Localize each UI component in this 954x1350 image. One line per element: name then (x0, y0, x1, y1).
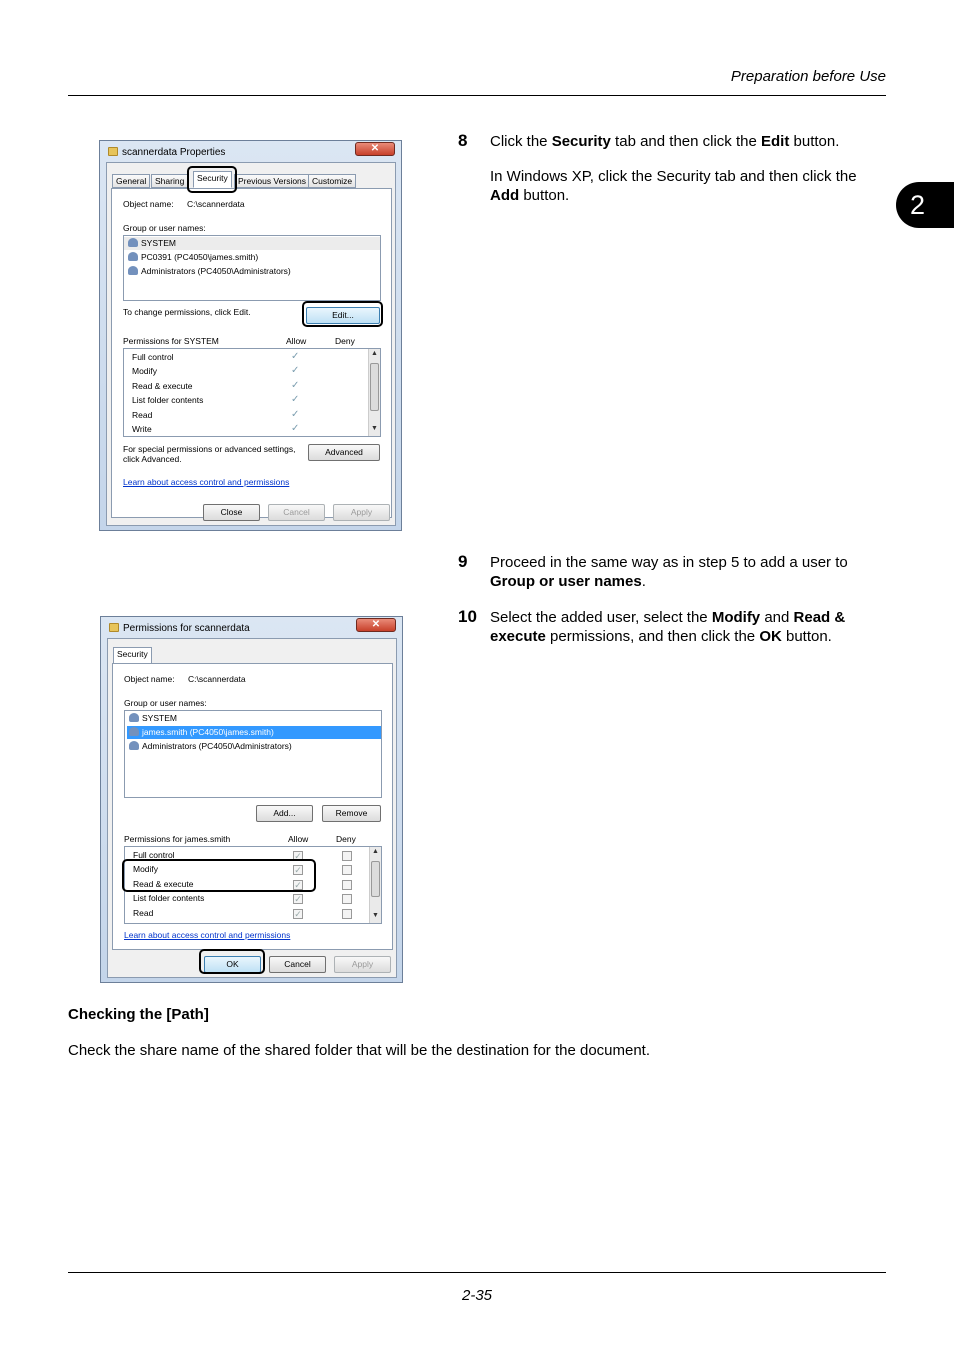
step-emphasis: Group or user names (490, 573, 642, 590)
security-panel (111, 188, 392, 518)
users-icon (128, 266, 138, 275)
scroll-thumb[interactable] (371, 861, 380, 897)
highlight-ok-button (199, 949, 265, 974)
object-name-label: Object name: (123, 199, 174, 209)
checkmark-icon: ✓ (291, 351, 300, 362)
scroll-up-icon[interactable]: ▲ (372, 848, 379, 855)
list-item[interactable] (129, 740, 292, 753)
permission-row: List folder contents (132, 395, 204, 405)
apply-button[interactable]: Apply (334, 956, 391, 973)
scroll-down-icon[interactable]: ▼ (371, 425, 378, 432)
step-emphasis: Modify (711, 609, 761, 626)
cancel-button[interactable]: Cancel (268, 504, 325, 521)
step-run: Select the added user, select the (490, 609, 712, 626)
tab-customize[interactable]: Customize (308, 174, 356, 188)
permission-row: Read & execute (132, 381, 193, 391)
step-8 (458, 132, 888, 205)
tab-security[interactable]: Security (113, 647, 152, 664)
permission-row: Modify (132, 366, 158, 376)
step-emphasis: Add (490, 187, 520, 204)
scrollbar[interactable] (369, 847, 381, 923)
step-run: button. (789, 133, 840, 150)
step-emphasis: OK (759, 628, 782, 645)
list-item[interactable] (129, 712, 177, 725)
permissions-dialog-screenshot (100, 616, 403, 983)
chapter-tab: 2 (896, 182, 954, 228)
step-9 (458, 553, 888, 591)
step-run: button. (781, 628, 832, 645)
permission-row: Read (132, 410, 153, 420)
permission-row: Modify (133, 864, 159, 874)
apply-button[interactable]: Apply (333, 504, 390, 521)
highlight-modify-read-execute (122, 859, 316, 892)
step-text (490, 132, 888, 205)
security-panel (112, 663, 393, 950)
step-text (490, 608, 888, 646)
permissions-list[interactable] (123, 348, 381, 437)
checkmark-icon: ✓ (291, 423, 300, 434)
step-emphasis: Security (551, 133, 611, 150)
edit-button[interactable]: Edit... (306, 307, 380, 324)
permissions-label: Permissions for james.smith (124, 834, 231, 844)
deny-header: Deny (336, 834, 356, 844)
add-button[interactable]: Add... (256, 805, 313, 822)
allow-header: Allow (286, 336, 307, 346)
user-name: PC0391 (PC4050\james.smith) (141, 252, 259, 262)
special-permissions-text: For special permissions or advanced settings, (123, 444, 296, 454)
permission-row: Read (133, 908, 154, 918)
dialog-body (107, 638, 397, 978)
close-icon[interactable]: ✕ (355, 142, 395, 156)
user-name: SYSTEM (142, 713, 177, 723)
ok-button[interactable]: OK (204, 956, 261, 973)
object-name-label: Object name: (124, 674, 175, 684)
user-icon (128, 252, 138, 261)
step-text (490, 553, 888, 591)
users-icon (129, 741, 139, 750)
dialog-body (106, 162, 396, 526)
step-run: Click the (490, 133, 552, 150)
step-number: 9 (458, 552, 468, 571)
dialog-title: Permissions for scannerdata (123, 623, 250, 634)
step-run: and (760, 609, 794, 626)
deny-checkbox[interactable] (342, 894, 352, 904)
step-paragraph (490, 132, 888, 151)
folder-icon (108, 147, 118, 156)
step-run: In Windows XP, click the Security tab and then click the (490, 168, 857, 185)
user-icon (129, 727, 139, 736)
user-name: Administrators (PC4050\Administrators) (141, 266, 291, 276)
footer-rule (68, 1272, 886, 1273)
change-hint: To change permissions, click Edit. (123, 307, 251, 317)
highlight-security-tab (187, 166, 237, 193)
tab-sharing[interactable]: Sharing (151, 174, 188, 188)
user-name: Administrators (PC4050\Administrators) (142, 741, 292, 751)
remove-button[interactable]: Remove (322, 805, 381, 822)
deny-header: Deny (335, 336, 355, 346)
highlight-edit-button (302, 301, 383, 327)
users-icon (129, 713, 139, 722)
learn-access-control-link[interactable]: Learn about access control and permissions (123, 477, 290, 487)
checkmark-icon: ✓ (291, 365, 300, 376)
list-item[interactable] (124, 237, 380, 250)
special-permissions-text-2: click Advanced. (123, 454, 182, 464)
permission-row: List folder contents (133, 893, 205, 903)
list-item[interactable] (128, 265, 291, 278)
step-paragraph (490, 553, 888, 591)
properties-dialog-screenshot (99, 140, 402, 531)
checkmark-icon: ✓ (291, 409, 300, 420)
user-list[interactable] (123, 235, 381, 301)
step-run: tab and then click the (610, 133, 761, 150)
group-label: Group or user names: (123, 223, 206, 233)
user-name: james.smith (PC4050\james.smith) (142, 727, 274, 737)
permission-row: Full control (132, 352, 174, 362)
checkmark-icon: ✓ (291, 380, 300, 391)
user-list[interactable] (124, 710, 382, 798)
advanced-button[interactable]: Advanced (308, 444, 380, 461)
list-item-selected[interactable] (127, 726, 381, 739)
scrollbar[interactable] (368, 349, 380, 436)
close-button[interactable]: Close (203, 504, 260, 521)
checkmark-icon: ✓ (291, 394, 300, 405)
users-icon (128, 238, 138, 247)
deny-checkbox[interactable] (342, 909, 352, 919)
step-number: 10 (458, 607, 477, 626)
allow-header: Allow (288, 834, 309, 844)
section-body: Check the share name of the shared folder that will be the destination for the document. (68, 1042, 651, 1059)
group-label: Group or user names: (124, 698, 207, 708)
tab-security[interactable]: Security (193, 171, 232, 188)
deny-checkbox[interactable] (342, 865, 352, 875)
deny-checkbox[interactable] (342, 880, 352, 890)
step-run: . (641, 573, 646, 590)
running-header: Preparation before Use (730, 68, 886, 85)
step-paragraph (490, 608, 888, 646)
dialog-title: scannerdata Properties (122, 147, 226, 158)
allow-checkbox[interactable]: ✓ (294, 880, 302, 890)
allow-checkbox[interactable]: ✓ (294, 851, 302, 861)
learn-access-control-link[interactable]: Learn about access control and permissions (124, 930, 291, 940)
scroll-thumb[interactable] (370, 363, 379, 411)
allow-checkbox[interactable]: ✓ (294, 909, 302, 919)
permissions-label: Permissions for SYSTEM (123, 336, 219, 346)
step-run: permissions, and then click the (545, 628, 760, 645)
deny-checkbox[interactable] (342, 851, 352, 861)
step-10 (458, 608, 888, 646)
step-emphasis: Edit (761, 133, 790, 150)
folder-icon (109, 623, 119, 632)
step-number: 8 (458, 131, 468, 150)
allow-checkbox[interactable]: ✓ (294, 894, 302, 904)
close-icon[interactable]: ✕ (356, 618, 396, 632)
page-number: 2-35 (461, 1287, 493, 1304)
user-name: SYSTEM (141, 238, 176, 248)
list-item[interactable] (128, 251, 258, 264)
tab-previous-versions[interactable]: Previous Versions (234, 174, 310, 188)
permission-row: Read & execute (133, 879, 194, 889)
tab-general[interactable]: General (112, 174, 150, 188)
object-name-value: C:\scannerdata (188, 674, 246, 684)
object-name-value: C:\scannerdata (187, 199, 245, 209)
allow-checkbox[interactable]: ✓ (294, 865, 302, 875)
section-heading: Checking the [Path] (68, 1006, 209, 1023)
step-paragraph (490, 167, 888, 205)
header-rule (68, 95, 886, 96)
step-run: button. (519, 187, 570, 204)
cancel-button[interactable]: Cancel (269, 956, 326, 973)
step-emphasis: Read & execute (490, 609, 846, 645)
scroll-up-icon[interactable]: ▲ (371, 350, 378, 357)
permission-row: Write (132, 424, 152, 434)
scroll-down-icon[interactable]: ▼ (372, 912, 379, 919)
permission-row: Full control (133, 850, 175, 860)
step-run: Proceed in the same way as in step 5 to add a user to (490, 554, 848, 571)
